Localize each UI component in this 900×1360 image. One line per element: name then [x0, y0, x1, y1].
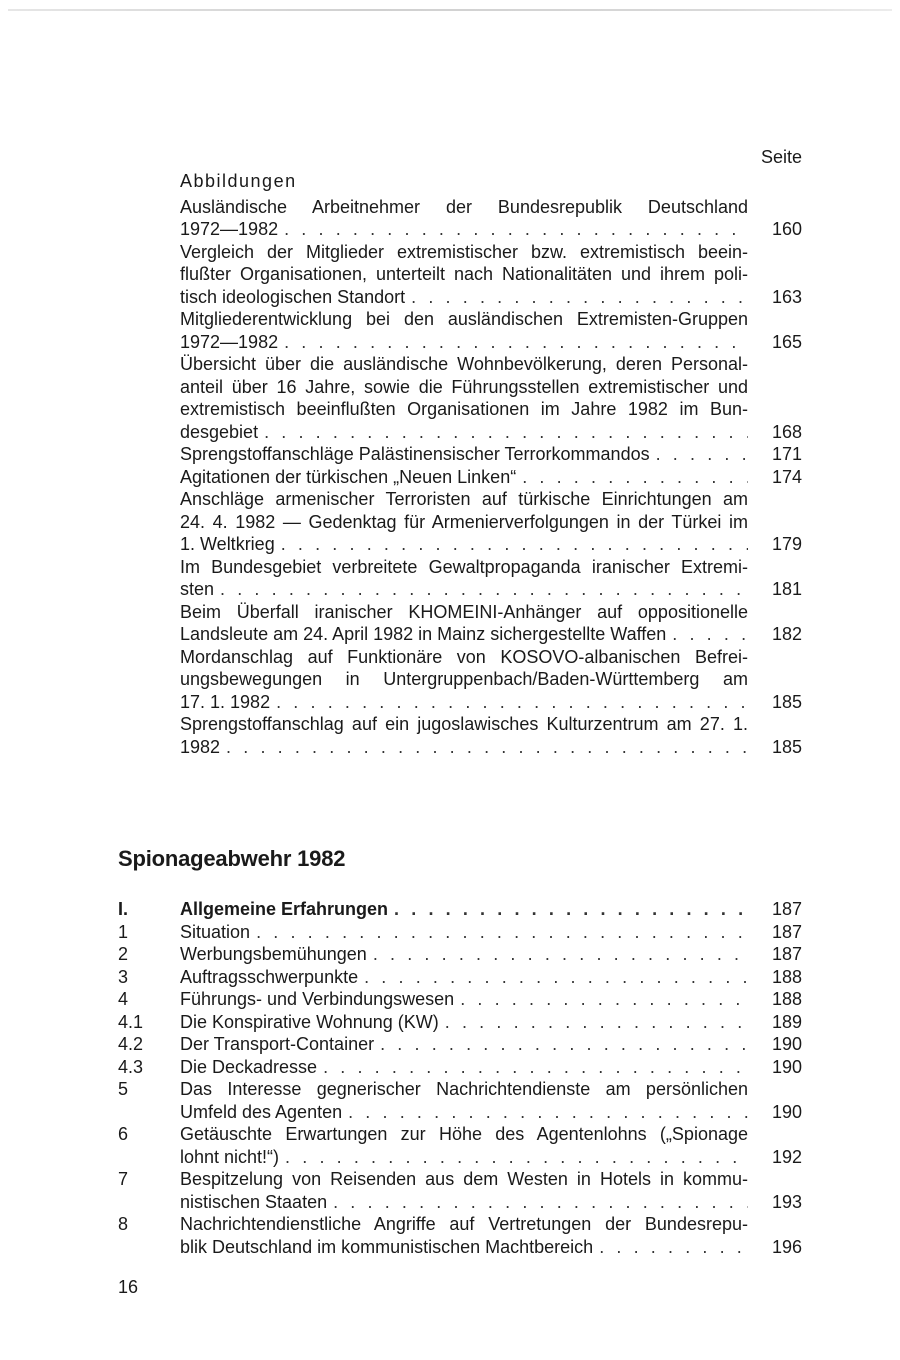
page-reference: 187 — [771, 899, 802, 919]
dot-leader — [270, 691, 748, 714]
toc-entry — [180, 966, 802, 989]
toc-entry — [180, 1056, 802, 1079]
dot-leader — [593, 1236, 748, 1259]
entry-line: Werbungsbemühungen — [180, 944, 367, 964]
page-reference: 190 — [771, 1056, 802, 1077]
dot-leader — [358, 966, 748, 989]
dot-leader — [317, 1056, 748, 1079]
entry-last-line — [180, 736, 748, 759]
entry-text — [180, 1011, 748, 1034]
entry-text — [180, 1168, 748, 1213]
entry-text — [180, 713, 748, 758]
entry-line: sten — [180, 579, 215, 599]
entry-text — [180, 488, 748, 556]
toc-entry — [180, 713, 802, 758]
entry-text — [180, 646, 748, 714]
section-number: 7 — [118, 1169, 129, 1189]
dot-leader — [278, 218, 748, 241]
toc-entry — [180, 196, 802, 241]
toc-entry — [180, 1033, 802, 1056]
entry-line: Landsleute am 24. April 1982 in Mainz sichergestellte Waffen — [180, 624, 667, 644]
entry-last-line — [180, 1146, 748, 1169]
entry-text — [180, 1078, 748, 1123]
entry-line: anteil über 16 Jahre, sowie die Führungsstellen extremistischer und — [180, 376, 748, 397]
entry-text — [180, 943, 748, 966]
toc-row — [118, 1033, 802, 1056]
page-reference: 168 — [771, 421, 802, 442]
entry-line: Getäuschte Erwartungen zur Höhe des Agentenlohns („Spionage — [180, 1124, 748, 1144]
entry-last-line — [180, 921, 748, 944]
toc-entry — [180, 921, 802, 944]
page-reference: 185 — [771, 736, 802, 757]
toc-row — [118, 1213, 802, 1258]
section-number: 4.2 — [118, 1034, 144, 1054]
dot-leader — [220, 736, 748, 759]
page-reference: 188 — [771, 966, 802, 987]
page-reference: 196 — [771, 1236, 802, 1257]
toc-entry — [180, 241, 802, 309]
top-rule — [8, 9, 892, 11]
toc-entry — [180, 988, 802, 1011]
toc-row — [118, 898, 802, 921]
toc-row — [118, 921, 802, 944]
section-number: 4.3 — [118, 1056, 144, 1077]
page-reference: 190 — [771, 1034, 802, 1054]
toc-entry — [180, 1011, 802, 1034]
entry-text — [180, 1033, 748, 1056]
section-number: 8 — [118, 1214, 129, 1234]
toc-entry — [180, 556, 802, 601]
entry-last-line — [180, 1011, 748, 1034]
toc-row — [118, 966, 802, 989]
section-number: 4.1 — [118, 1011, 144, 1032]
entry-text — [180, 1123, 748, 1168]
entry-text — [180, 196, 748, 241]
entry-line: desgebiet — [180, 421, 259, 442]
dot-leader — [278, 331, 748, 354]
entry-line: Vergleich der Mitglieder extremistischer bzw. extremistisch beein- — [180, 241, 748, 262]
entry-line: 24. 4. 1982 — Gedenktag für Armenierverfolgungen in der Türkei im — [180, 511, 748, 532]
entry-line: Sprengstoffanschläge Palästinensischer Terrorkommandos — [180, 444, 650, 464]
dot-leader — [516, 466, 748, 489]
entry-line: 17. 1. 1982 — [180, 691, 271, 712]
dot-leader — [405, 286, 748, 309]
entry-text — [180, 966, 748, 989]
entry-line: tisch ideologischen Standort — [180, 286, 406, 307]
entry-text — [180, 921, 748, 944]
section-number: 5 — [118, 1079, 129, 1099]
toc-entry — [180, 601, 802, 646]
entry-line: Mordanschlag auf Funktionäre von KOSOVO-albanischen Befrei- — [180, 646, 748, 667]
section-number: I. — [118, 899, 129, 919]
page-reference: 163 — [771, 286, 802, 307]
toc-entry — [180, 1213, 802, 1258]
dot-leader — [374, 1033, 748, 1056]
entry-text — [180, 988, 748, 1011]
entry-last-line — [180, 1101, 748, 1124]
entry-text — [180, 898, 748, 921]
entry-last-line — [180, 943, 748, 966]
page-reference: 187 — [771, 921, 802, 942]
page-reference: 160 — [771, 219, 802, 239]
entry-text — [180, 443, 748, 466]
dot-leader — [250, 921, 748, 944]
dot-leader — [342, 1101, 748, 1124]
entry-line: extremistisch beeinflußten Organisationen im Jahre 1982 im Bun- — [180, 399, 748, 419]
entry-last-line — [180, 421, 748, 444]
entry-line: Bespitzelung von Reisenden aus dem Westen in Hotels in kommu- — [180, 1169, 748, 1189]
entry-last-line — [180, 623, 748, 646]
toc-row — [118, 1123, 802, 1168]
dot-leader — [275, 533, 748, 556]
page-reference: 193 — [771, 1191, 802, 1212]
page-reference: 185 — [771, 691, 802, 712]
entry-text — [180, 353, 748, 443]
entry-last-line — [180, 1033, 748, 1056]
dot-leader — [214, 578, 748, 601]
entry-last-line — [180, 443, 748, 466]
section-number: 1 — [118, 921, 129, 942]
entry-last-line — [180, 1056, 748, 1079]
entry-line: flußter Organisationen, unterteilt nach Nationalitäten und ihrem poli- — [180, 264, 748, 284]
toc-row — [118, 1078, 802, 1123]
entry-line: ungsbewegungen in Untergruppenbach/Baden-Württemberg am — [180, 669, 748, 689]
section-number: 4 — [118, 989, 129, 1009]
entry-line: 1972—1982 — [180, 219, 279, 239]
toc-row — [118, 1011, 802, 1034]
page-reference: 192 — [771, 1146, 802, 1167]
entry-last-line — [180, 691, 748, 714]
dot-leader — [367, 943, 748, 966]
entry-line: Allgemeine Erfahrungen — [180, 899, 389, 919]
page-reference: 189 — [771, 1011, 802, 1032]
entry-text — [180, 308, 748, 353]
section-number: 2 — [118, 944, 129, 964]
entry-line: Beim Überfall iranischer KHOMEINI-Anhänger auf oppositionelle — [180, 601, 748, 622]
page-reference: 182 — [771, 624, 802, 644]
entry-line: Die Konspirative Wohnung (KW) — [180, 1011, 439, 1032]
entry-line: nistischen Staaten — [180, 1191, 328, 1212]
toc-row — [118, 943, 802, 966]
toc-entry — [180, 1168, 802, 1213]
seite-column-header: Seite — [760, 147, 802, 167]
entry-line: Agitationen der türkischen „Neuen Linken“ — [180, 466, 517, 487]
toc-row — [118, 1168, 802, 1213]
toc-entry — [180, 443, 802, 466]
entry-last-line — [180, 578, 748, 601]
dot-leader — [388, 898, 748, 921]
page-reference: 171 — [771, 444, 802, 464]
entry-text — [180, 601, 748, 646]
entry-text — [180, 241, 748, 309]
entry-line: Nachrichtendienstliche Angriffe auf Vertretungen der Bundesrepu- — [180, 1214, 748, 1234]
entry-line: Anschläge armenischer Terroristen auf türkische Einrichtungen am — [180, 489, 748, 509]
toc-entry — [180, 353, 802, 443]
entry-line: Umfeld des Agenten — [180, 1101, 343, 1122]
entry-line: Die Deckadresse — [180, 1056, 318, 1077]
page-reference: 187 — [771, 944, 802, 964]
entry-line: lohnt nicht!“) — [180, 1146, 280, 1167]
dot-leader — [454, 988, 748, 1011]
page-reference: 174 — [771, 466, 802, 487]
toc-entry — [180, 1123, 802, 1168]
entry-text — [180, 1056, 748, 1079]
entry-last-line — [180, 1191, 748, 1214]
page-number: 16 — [118, 1277, 139, 1297]
dot-leader — [666, 623, 748, 646]
section-title: Spionageabwehr 1982 — [118, 846, 346, 871]
entry-last-line — [180, 1236, 748, 1259]
spionage-toc — [118, 898, 802, 1258]
entry-line: Der Transport-Container — [180, 1034, 375, 1054]
entry-last-line — [180, 533, 748, 556]
entry-line: blik Deutschland im kommunistischen Machtbereich — [180, 1236, 594, 1257]
entry-last-line — [180, 988, 748, 1011]
entry-line: Mitgliederentwicklung bei den ausländischen Extremisten-Gruppen — [180, 309, 748, 329]
toc-entry — [180, 898, 802, 921]
page-reference: 165 — [771, 331, 802, 352]
dot-leader — [258, 421, 748, 444]
entry-last-line — [180, 218, 748, 241]
entry-line: Sprengstoffanschlag auf ein jugoslawisches Kulturzentrum am 27. 1. — [180, 714, 748, 734]
entry-line: Das Interesse gegnerischer Nachrichtendienste am persönlichen — [180, 1079, 748, 1099]
toc-entry — [180, 943, 802, 966]
entry-last-line — [180, 898, 748, 921]
entry-text — [180, 1213, 748, 1258]
page-reference: 188 — [771, 989, 802, 1009]
toc-row — [118, 1056, 802, 1079]
entry-line: 1. Weltkrieg — [180, 534, 275, 554]
entry-text — [180, 556, 748, 601]
entry-text — [180, 466, 748, 489]
toc-entry — [180, 308, 802, 353]
entry-line: Im Bundesgebiet verbreitete Gewaltpropaganda iranischer Extremi- — [180, 556, 748, 577]
entry-last-line — [180, 331, 748, 354]
figures-heading: Abbildungen — [180, 171, 297, 191]
page-reference: 190 — [771, 1101, 802, 1122]
toc-entry — [180, 646, 802, 714]
dot-leader — [439, 1011, 748, 1034]
toc-entry — [180, 488, 802, 556]
dot-leader — [327, 1191, 748, 1214]
page-reference: 181 — [771, 579, 802, 599]
section-number: 3 — [118, 966, 129, 987]
entry-line: 1982 — [180, 736, 221, 757]
toc-entry — [180, 466, 802, 489]
entry-last-line — [180, 286, 748, 309]
section-number: 6 — [118, 1124, 129, 1144]
entry-line: 1972—1982 — [180, 331, 279, 352]
entry-line: Ausländische Arbeitnehmer der Bundesrepublik Deutschland — [180, 196, 748, 217]
entry-line: Übersicht über die ausländische Wohnbevölkerung, deren Personal- — [180, 354, 748, 374]
figures-section — [180, 170, 802, 758]
page-reference: 179 — [771, 534, 802, 554]
entry-last-line — [180, 966, 748, 989]
toc-entry — [180, 1078, 802, 1123]
toc-row — [118, 988, 802, 1011]
entry-line: Führungs- und Verbindungswesen — [180, 989, 455, 1009]
dot-leader — [279, 1146, 748, 1169]
entry-line: Auftragsschwerpunkte — [180, 966, 359, 987]
figures-list — [180, 196, 802, 759]
dot-leader — [650, 443, 748, 466]
entry-last-line — [180, 466, 748, 489]
entry-line: Situation — [180, 921, 251, 942]
